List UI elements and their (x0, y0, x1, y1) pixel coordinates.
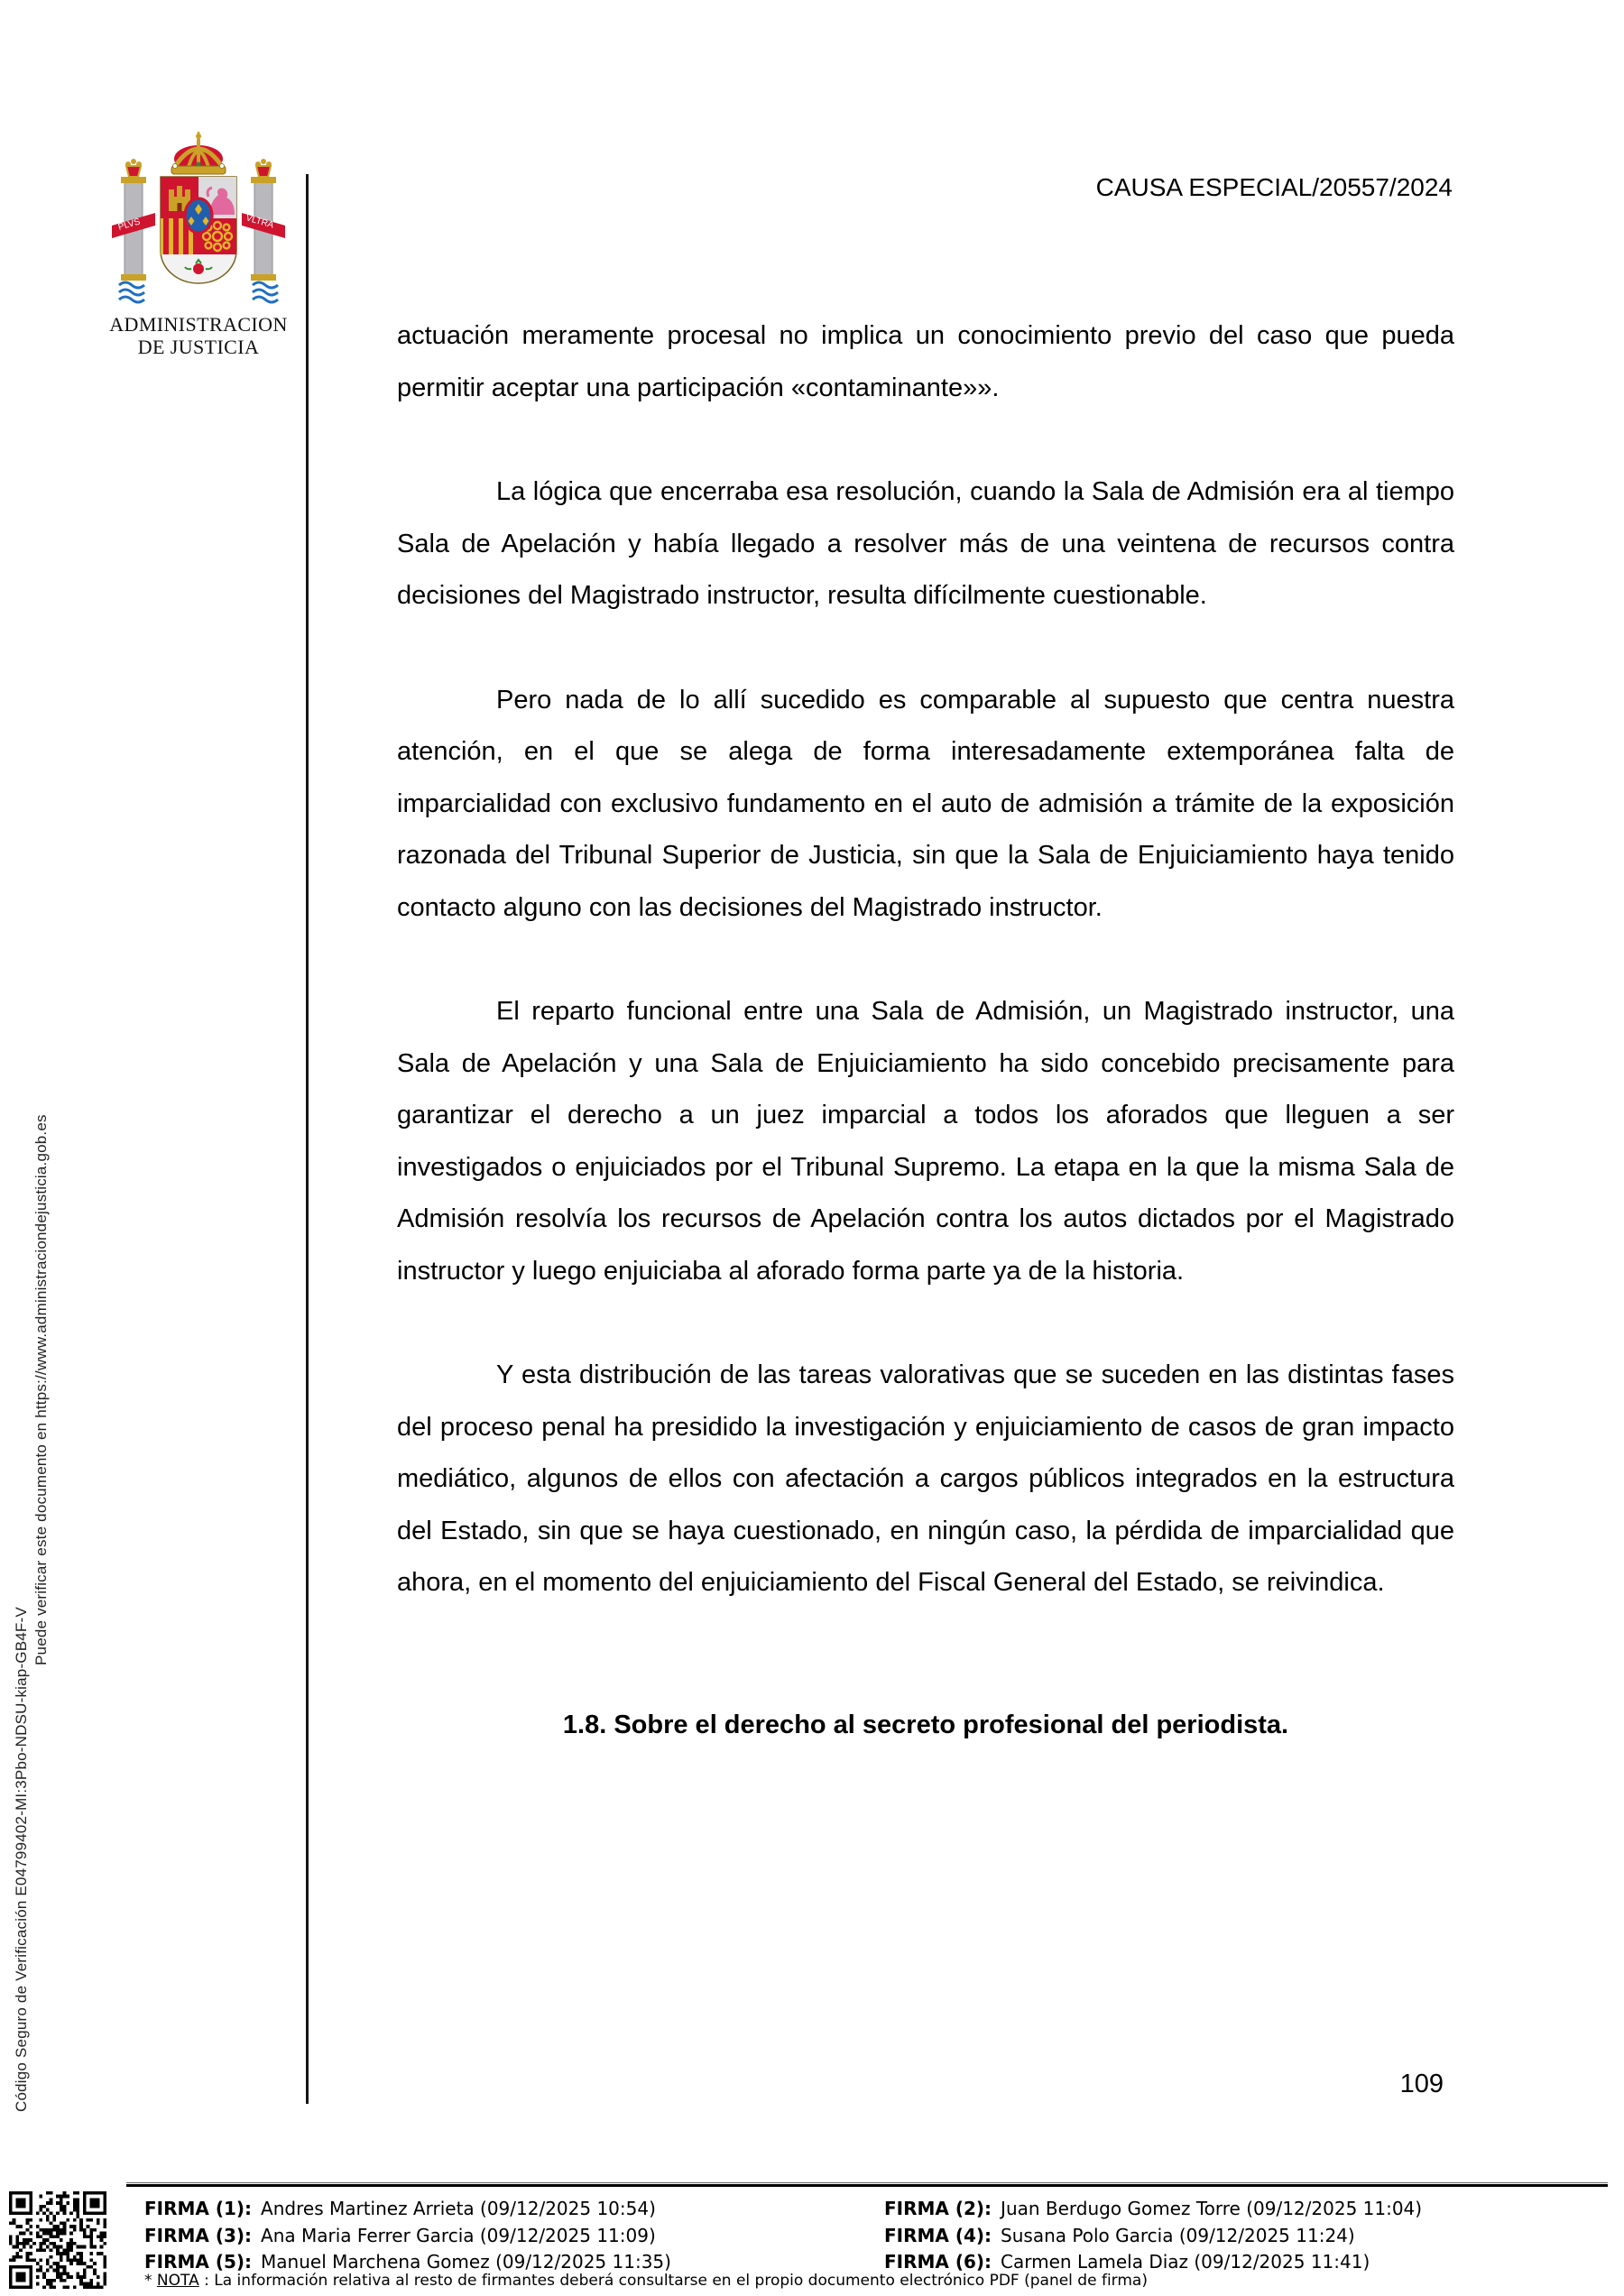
org-name (87, 313, 310, 358)
signature-label: FIRMA (2): (884, 2198, 992, 2219)
signature-value: Susana Polo Garcia (09/12/2025 11:24) (1001, 2224, 1355, 2246)
shield (161, 177, 236, 283)
paragraph: Pero nada de lo allí sucedido es comparable al supuesto que centra nuestra atención, en el que se alega de forma interesadamente extemporánea falta de imparcialidad con exclusivo fundamento en el auto de admisión a trámite de la exposición razonada del Tribunal Superior de Justicia, sin que la Sala de Enjuiciamiento haya tenido contacto alguno con las decisiones del Magistrado instructor. (397, 685, 1454, 922)
page-number: 109 (1399, 2070, 1444, 2098)
org-name-line2: DE JUSTICIA (137, 336, 260, 358)
qr-code-icon (9, 2191, 106, 2289)
org-name-line1: ADMINISTRACION (109, 313, 288, 336)
vertical-divider (306, 174, 309, 2104)
verification-code-text: Código Seguro de Verificación E04799402-MI:3Pbo-NDSU-kiap-GB4F-V (13, 1607, 30, 2112)
signature-label: FIRMA (5): (144, 2251, 253, 2273)
footer-note (144, 2271, 1606, 2291)
footer-divider (126, 2182, 1608, 2187)
signature-label: FIRMA (4): (884, 2224, 992, 2246)
paragraph: Y esta distribución de las tareas valorativas que se suceden en las distintas fases del proceso penal ha presidido la investigación y enjuiciamiento de casos de gran impacto mediático, algunos de ellos con afectación a cargos públicos integrados en la estructura del Estado, sin que se haya cuestionado, en ningún caso, la pérdida de imparcialidad que ahora, en el momento del enjuiciamiento del Fiscal General del Estado, se reivindica. (397, 1360, 1454, 1597)
note-asterisk: * (144, 2272, 152, 2290)
signature-column-right (884, 2196, 1606, 2276)
ribbon-plus-text: PLVS (116, 217, 142, 233)
paragraph: El reparto funcional entre una Sala de Admisión, un Magistrado instructor, una Sala de Apelación y una Sala de Enjuiciamiento ha sido concebido precisamente para garantizar el derecho a un juez imparcial a todos los aforados que lleguen a ser investigados o enjuiciados por el Tribunal Supremo. La etapa en la que la misma Sala de Admisión resolvía los recursos de Apelación contra los autos dictados por el Magistrado instructor y luego enjuiciaba al aforado forma parte ya de la historia. (397, 997, 1454, 1286)
signature-row (144, 2196, 884, 2223)
signature-label: FIRMA (1): (144, 2198, 253, 2219)
note-text: : La información relativa al resto de firmantes deberá consultarse en el propio documento electrónico PDF (panel de firma) (204, 2272, 1148, 2290)
signature-row (884, 2223, 1606, 2250)
signature-row (884, 2196, 1606, 2223)
signature-value: Carmen Lamela Diaz (09/12/2025 11:41) (1001, 2251, 1370, 2273)
signature-row (144, 2223, 884, 2250)
qr-code (9, 2191, 106, 2289)
paragraph: La lógica que encerraba esa resolución, cuando la Sala de Admisión era al tiempo Sala de Apelación y había llegado a resolver más de una veintena de recursos contra decisiones del Magistrado instructor, resulta difícilmente cuestionable. (397, 477, 1454, 610)
signature-value: Manuel Marchena Gomez (09/12/2025 11:35) (261, 2251, 671, 2273)
bourbon-escutcheon (185, 198, 212, 233)
document-body (397, 310, 1454, 1751)
verification-url-text: Puede verificar este documento en https://www.administraciondejusticia.gob.es (32, 1114, 50, 1665)
coat-of-arms-icon (108, 132, 289, 312)
signature-value: Ana Maria Ferrer Garcia (09/12/2025 11:09) (261, 2224, 656, 2246)
signature-label: FIRMA (3): (144, 2224, 253, 2246)
royal-crown (171, 132, 226, 174)
signature-value: Andres Martinez Arrieta (09/12/2025 10:54) (261, 2198, 656, 2219)
case-reference: CAUSA ESPECIAL/20557/2024 (1095, 173, 1453, 201)
spain-coat-of-arms-logo (108, 132, 289, 312)
note-label: NOTA (156, 2272, 199, 2290)
signature-block (144, 2196, 1606, 2276)
signature-label: FIRMA (6): (884, 2251, 992, 2273)
signature-column-left (144, 2196, 884, 2276)
ribbon-ultra-text: VLTRA (245, 213, 275, 231)
section-heading: 1.8. Sobre el derecho al secreto profesional del periodista. (562, 1710, 1289, 1739)
signature-value: Juan Berdugo Gomez Torre (09/12/2025 11:04) (1001, 2198, 1423, 2219)
paragraph: actuación meramente procesal no implica un conocimiento previo del caso que pueda permitir aceptar una participación «contaminante»». (397, 321, 1454, 402)
